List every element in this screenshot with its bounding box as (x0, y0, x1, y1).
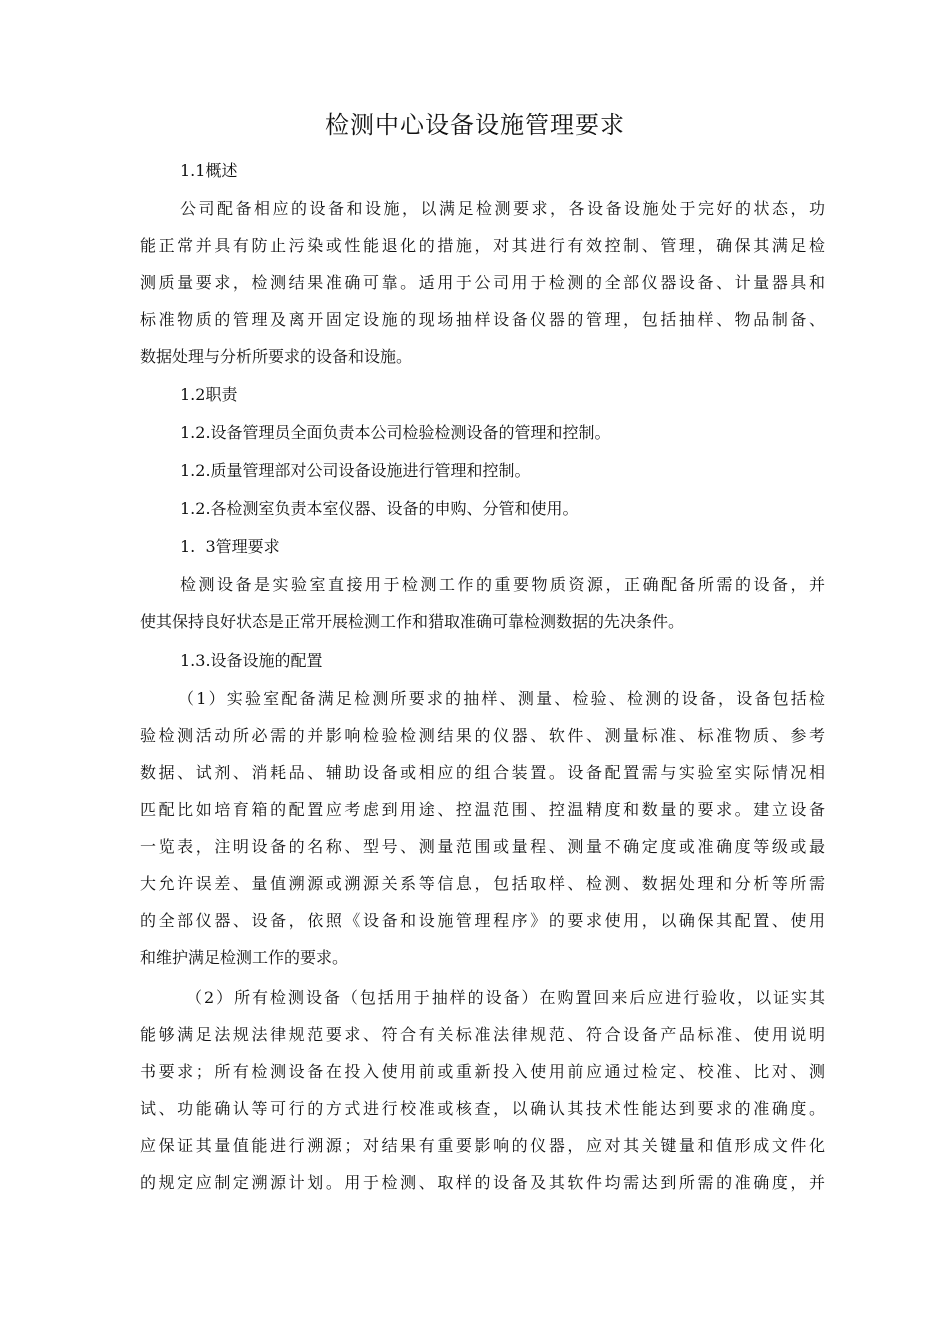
paragraph-line: 的规定应制定溯源计划。用于检测、取样的设备及其软件均需达到所需的准确度，并 (140, 1173, 825, 1192)
duty-item: 1.2.各检测室负责本室仪器、设备的申购、分管和使用。 (180, 499, 579, 518)
paragraph-line: 数据、试剂、消耗品、辅助设备或相应的组合装置。设备配置需与实验室实际情况相 (140, 763, 825, 782)
paragraph-line: 试、功能确认等可行的方式进行校准或核查，以确认其技术性能达到要求的准确度。 (140, 1099, 825, 1118)
paragraph-line: 书要求；所有检测设备在投入使用前或重新投入使用前应通过检定、校准、比对、测 (140, 1062, 825, 1081)
paragraph-line: 和维护满足检测工作的要求。 (140, 948, 349, 967)
duty-item: 1.2.质量管理部对公司设备设施进行管理和控制。 (180, 461, 531, 480)
paragraph-line: 验检测活动所必需的并影响检验检测结果的仪器、软件、测量标准、标准物质、参考 (140, 726, 825, 745)
section-heading-requirements: 1. 3管理要求 (180, 537, 280, 556)
paragraph-line: 能正常并具有防止污染或性能退化的措施，对其进行有效控制、管理，确保其满足检 (140, 236, 825, 255)
paragraph-line: 大允许误差、量值溯源或溯源关系等信息，包括取样、检测、数据处理和分析等所需 (140, 874, 825, 893)
section-heading-overview: 1.1概述 (180, 161, 238, 180)
subsection-heading-configuration: 1.3.设备设施的配置 (180, 651, 323, 670)
paragraph-line: 应保证其量值能进行溯源；对结果有重要影响的仪器，应对其关键量和值形成文件化 (140, 1136, 825, 1155)
paragraph-line: 一览表，注明设备的名称、型号、测量范围或量程、测量不确定度或准确度等级或最 (140, 837, 825, 856)
page-title: 检测中心设备设施管理要求 (325, 111, 625, 139)
section-heading-duties: 1.2职责 (180, 385, 238, 404)
duty-item: 1.2.设备管理员全面负责本公司检验检测设备的管理和控制。 (180, 423, 611, 442)
paragraph-line: 数据处理与分析所要求的设备和设施。 (140, 347, 413, 366)
paragraph-line: 使其保持良好状态是正常开展检测工作和猎取准确可靠检测数据的先决条件。 (140, 612, 685, 631)
paragraph-line: 匹配比如培育箱的配置应考虑到用途、控温范围、控温精度和数量的要求。建立设备 (140, 800, 825, 819)
paragraph-line: 标准物质的管理及离开固定设施的现场抽样设备仪器的管理，包括抽样、物品制备、 (140, 310, 825, 329)
paragraph-line: 测质量要求，检测结果准确可靠。适用于公司用于检测的全部仪器设备、计量器具和 (140, 273, 825, 292)
paragraph-line: （1）实验室配备满足检测所要求的抽样、测量、检验、检测的设备，设备包括检 (178, 689, 825, 708)
paragraph-line: 检测设备是实验室直接用于检测工作的重要物质资源，正确配备所需的设备，并 (180, 575, 825, 594)
paragraph-line: 的全部仪器、设备，依照《设备和设施管理程序》的要求使用，以确保其配置、使用 (140, 911, 825, 930)
paragraph-line: （2）所有检测设备（包括用于抽样的设备）在购置回来后应进行验收，以证实其 (186, 988, 825, 1007)
paragraph-line: 能够满足法规法律规范要求、符合有关标准法律规范、符合设备产品标准、使用说明 (140, 1025, 825, 1044)
paragraph-line: 公司配备相应的设备和设施，以满足检测要求，各设备设施处于完好的状态，功 (180, 199, 825, 218)
